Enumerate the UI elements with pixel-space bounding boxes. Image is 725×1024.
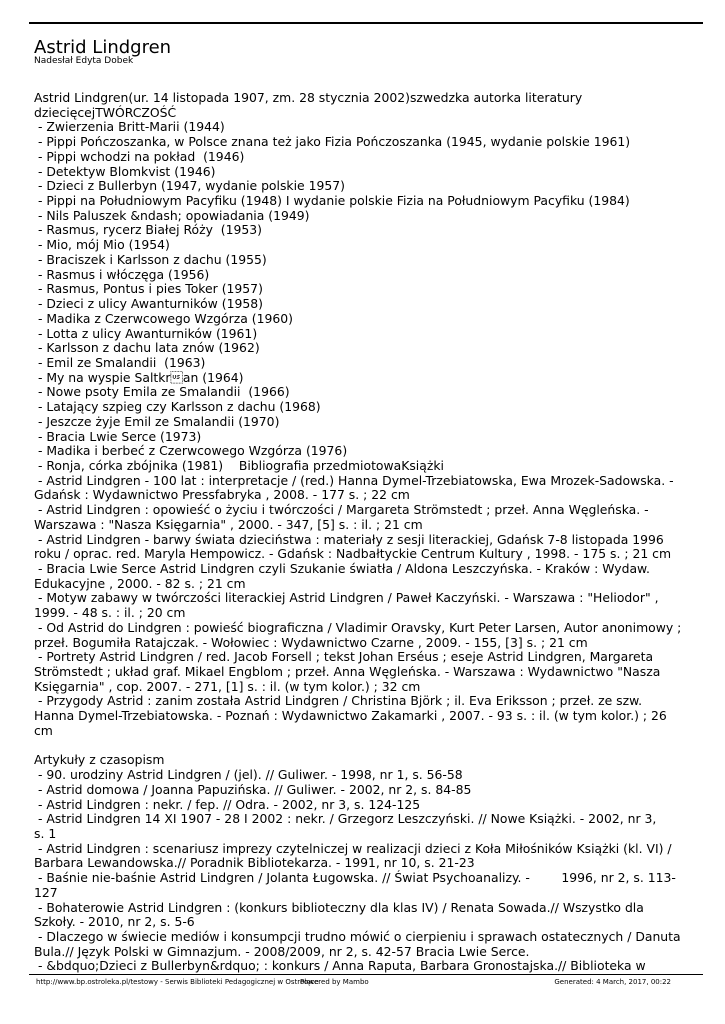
body-line: Artykuły z czasopism [34,752,165,768]
body-line: Barbara Lewandowska.// Poradnik Bibliotekarza. - 1991, nr 10, s. 21-23 [34,855,475,871]
body-line: - Emil ze Smalandii (1963) [34,354,206,370]
body-line: - Pippi Pończoszanka, w Polsce znana też jako Fizia Pończoszanka (1945, wydanie polskie 1961) [34,134,631,150]
body-line: Edukacyjne , 2000. - 82 s. ; 21 cm [34,575,246,591]
body-line: - Bohaterowie Astrid Lindgren : (konkurs biblioteczny dla klas IV) / Renata Sowada.// Wszystko dla [34,899,644,915]
body-line: - Astrid domowa / Joanna Papuzińska. // Guliwer. - 2002, nr 2, s. 84-85 [34,781,472,797]
body-line: - Nils Paluszek &ndash; opowiadania (1949) [34,207,310,223]
body-line: - Przygody Astrid : zanim została Astrid Lindgren / Christina Björk ; il. Eva Eriksson ; przeł. ze szw. [34,693,643,709]
body-line: - Rasmus, Pontus i pies Toker (1957) [34,281,263,297]
body-line: - Astrid Lindgren : scenariusz imprezy czytelniczej w realizacji dzieci z Koła Miłośników Książki (kl. VI) / [34,840,672,856]
body-line: 127 [34,884,58,900]
body-line: - Baśnie nie-baśnie Astrid Lindgren / Jolanta Ługowska. // Świat Psychoanalizy. - 1996, nr 2, s. 113- [34,870,676,886]
body-line: - Astrid Lindgren 14 XI 1907 - 28 I 2002 : nekr. / Grzegorz Leszczyński. // Nowe Książki. - 2002, nr 3, [34,811,657,827]
footer-powered-by: Powered by Mambo [300,978,369,986]
body-line: - Dlaczego w świecie mediów i konsumpcji trudno mówić o cierpieniu i sprawach ostatecznych / Danuta [34,928,681,944]
body-line: dziecięcejTWÓRCZOŚĆ [34,104,177,120]
footer-url[interactable]: http://www.bp.ostroleka.pl/testowy - Serwis Biblioteki Pedagogicznej w Ostrołęce [36,978,319,986]
body-line: - Rasmus, rycerz Białej Róży (1953) [34,222,262,238]
bottom-rule [29,974,703,975]
body-line: Księgarnia" , cop. 2007. - 271, [1] s. : il. (w tym kolor.) ; 32 cm [34,678,421,694]
body-line: - Astrid Lindgren : opowieść o życiu i twórczości / Margareta Strömstedt ; przeł. Anna Węgleńska. - [34,502,649,518]
body-line: - Dzieci z ulicy Awanturników (1958) [34,296,263,312]
body-line: - My na wyspie Saltkr an (1964) [34,369,244,385]
body-line: - Madika z Czerwcowego Wzgórza (1960) [34,310,293,326]
body-line: cm [34,722,53,738]
body-line: - Braciszek i Karlsson z dachu (1955) [34,251,267,267]
body-line: Astrid Lindgren(ur. 14 listopada 1907, zm. 28 stycznia 2002)szwedzka autorka literatury [34,90,583,105]
body-line: Warszawa : "Nasza Księgarnia" , 2000. - 347, [5] s. : il. ; 21 cm [34,516,423,532]
top-rule [29,22,703,24]
body-line: - Jeszcze żyje Emil ze Smalandii (1970) [34,413,280,429]
page-footer [0,978,725,990]
body-line: - Bracia Lwie Serce (1973) [34,428,202,444]
body-line: - Karlsson z dachu lata znów (1962) [34,340,260,356]
body-line: roku / oprac. red. Maryla Hempowicz. - Gdańsk : Nadbałtyckie Centrum Kultury , 1998. - 175 s. ; 21 cm [34,546,672,562]
body-line: - Astrid Lindgren - 100 lat : interpretacje / (red.) Hanna Dymel-Trzebiatowska, Ewa Mrozek-Sadowska. - [34,472,674,488]
body-line: - Pippi na Południowym Pacyfiku (1948) I wydanie polskie Fizia na Południowym Pacyfiku (1984) [34,193,630,209]
author-byline: Nadesłał Edyta Dobek [34,56,134,66]
body-line: Szkoły. - 2010, nr 2, s. 5-6 [34,914,195,930]
page-title: Astrid Lindgren [34,37,172,58]
body-line: - &bdquo;Dzieci z Bullerbyn&rdquo; : konkurs / Anna Raputa, Barbara Gronostajska.// Biblioteka w [34,958,646,974]
body-line: - Madika i berbeć z Czerwcowego Wzgórza (1976) [34,443,348,459]
body-line: - Ronja, córka zbójnika (1981) Bibliografia przedmiotowaKsiążki [34,457,444,473]
body-line: Bula.// Język Polski w Gimnazjum. - 2008/2009, nr 2, s. 42-57 Bracia Lwie Serce. [34,943,530,959]
body-line: - Bracia Lwie Serce Astrid Lindgren czyli Szukanie światła / Aldona Leszczyńska. - Kraków : Wydaw. [34,561,650,576]
body-line: - Nowe psoty Emila ze Smalandii (1966) [34,384,290,400]
body-line: - Pippi wchodzi na pokład (1946) [34,148,245,164]
body-line: - Latający szpieg czy Karlsson z dachu (1968) [34,399,321,415]
body-line: - Lotta z ulicy Awanturników (1961) [34,325,258,341]
body-line: - Portrety Astrid Lindgren / red. Jacob Forsell ; tekst Johan Erséus ; eseje Astrid Lindgren, Margareta [34,649,654,665]
body-line: przeł. Bogumiła Ratajczak. - Wołowiec : Wydawnictwo Czarne , 2009. - 155, [3] s. ; 21 cm [34,634,588,650]
body-line: 1999. - 48 s. : il. ; 20 cm [34,605,186,621]
body-line: - Rasmus i włóczęga (1956) [34,266,210,282]
body-line: - Detektyw Blomkvist (1946) [34,163,216,179]
body-line: Hanna Dymel-Trzebiatowska. - Poznań : Wydawnictwo Zakamarki , 2007. - 93 s. : il. (w tym kolor.) ; 26 [34,708,667,724]
body-line: - Zwierzenia Britt-Marii (1944) [34,119,225,135]
footer-generated-date: Generated: 4 March, 2017, 00:22 [554,978,671,986]
body-line: - Mio, mój Mio (1954) [34,237,170,253]
body-line: - Astrid Lindgren - barwy świata dzieciństwa : materiały z sesji literackiej, Gdańsk 7-8 listopada 1996 [34,531,664,547]
body-line: - Motyw zabawy w twórczości literackiej Astrid Lindgren / Paweł Kaczyński. - Warszawa : "Heliodor" , [34,590,659,606]
body-line: Gdańsk : Wydawnictwo Pressfabryka , 2008. - 177 s. ; 22 cm [34,487,410,503]
body-line: - Astrid Lindgren : nekr. / fep. // Odra. - 2002, nr 3, s. 124-125 [34,796,421,812]
body-line: - Od Astrid do Lindgren : powieść biograficzna / Vladimir Oravsky, Kurt Peter Larsen, Autor anonimowy ; [34,619,682,635]
body-line: - Dzieci z Bullerbyn (1947, wydanie polskie 1957) [34,178,345,194]
body-line: - 90. urodziny Astrid Lindgren / (jel). // Guliwer. - 1998, nr 1, s. 56-58 [34,767,463,783]
article-body [34,91,690,974]
body-line: Strömstedt ; układ graf. Mikael Engblom ; przeł. Anna Węgleńska. - Warszawa : Wydawnictwo "Nasza [34,664,661,680]
body-line: s. 1 [34,825,57,841]
body-line [34,739,690,754]
